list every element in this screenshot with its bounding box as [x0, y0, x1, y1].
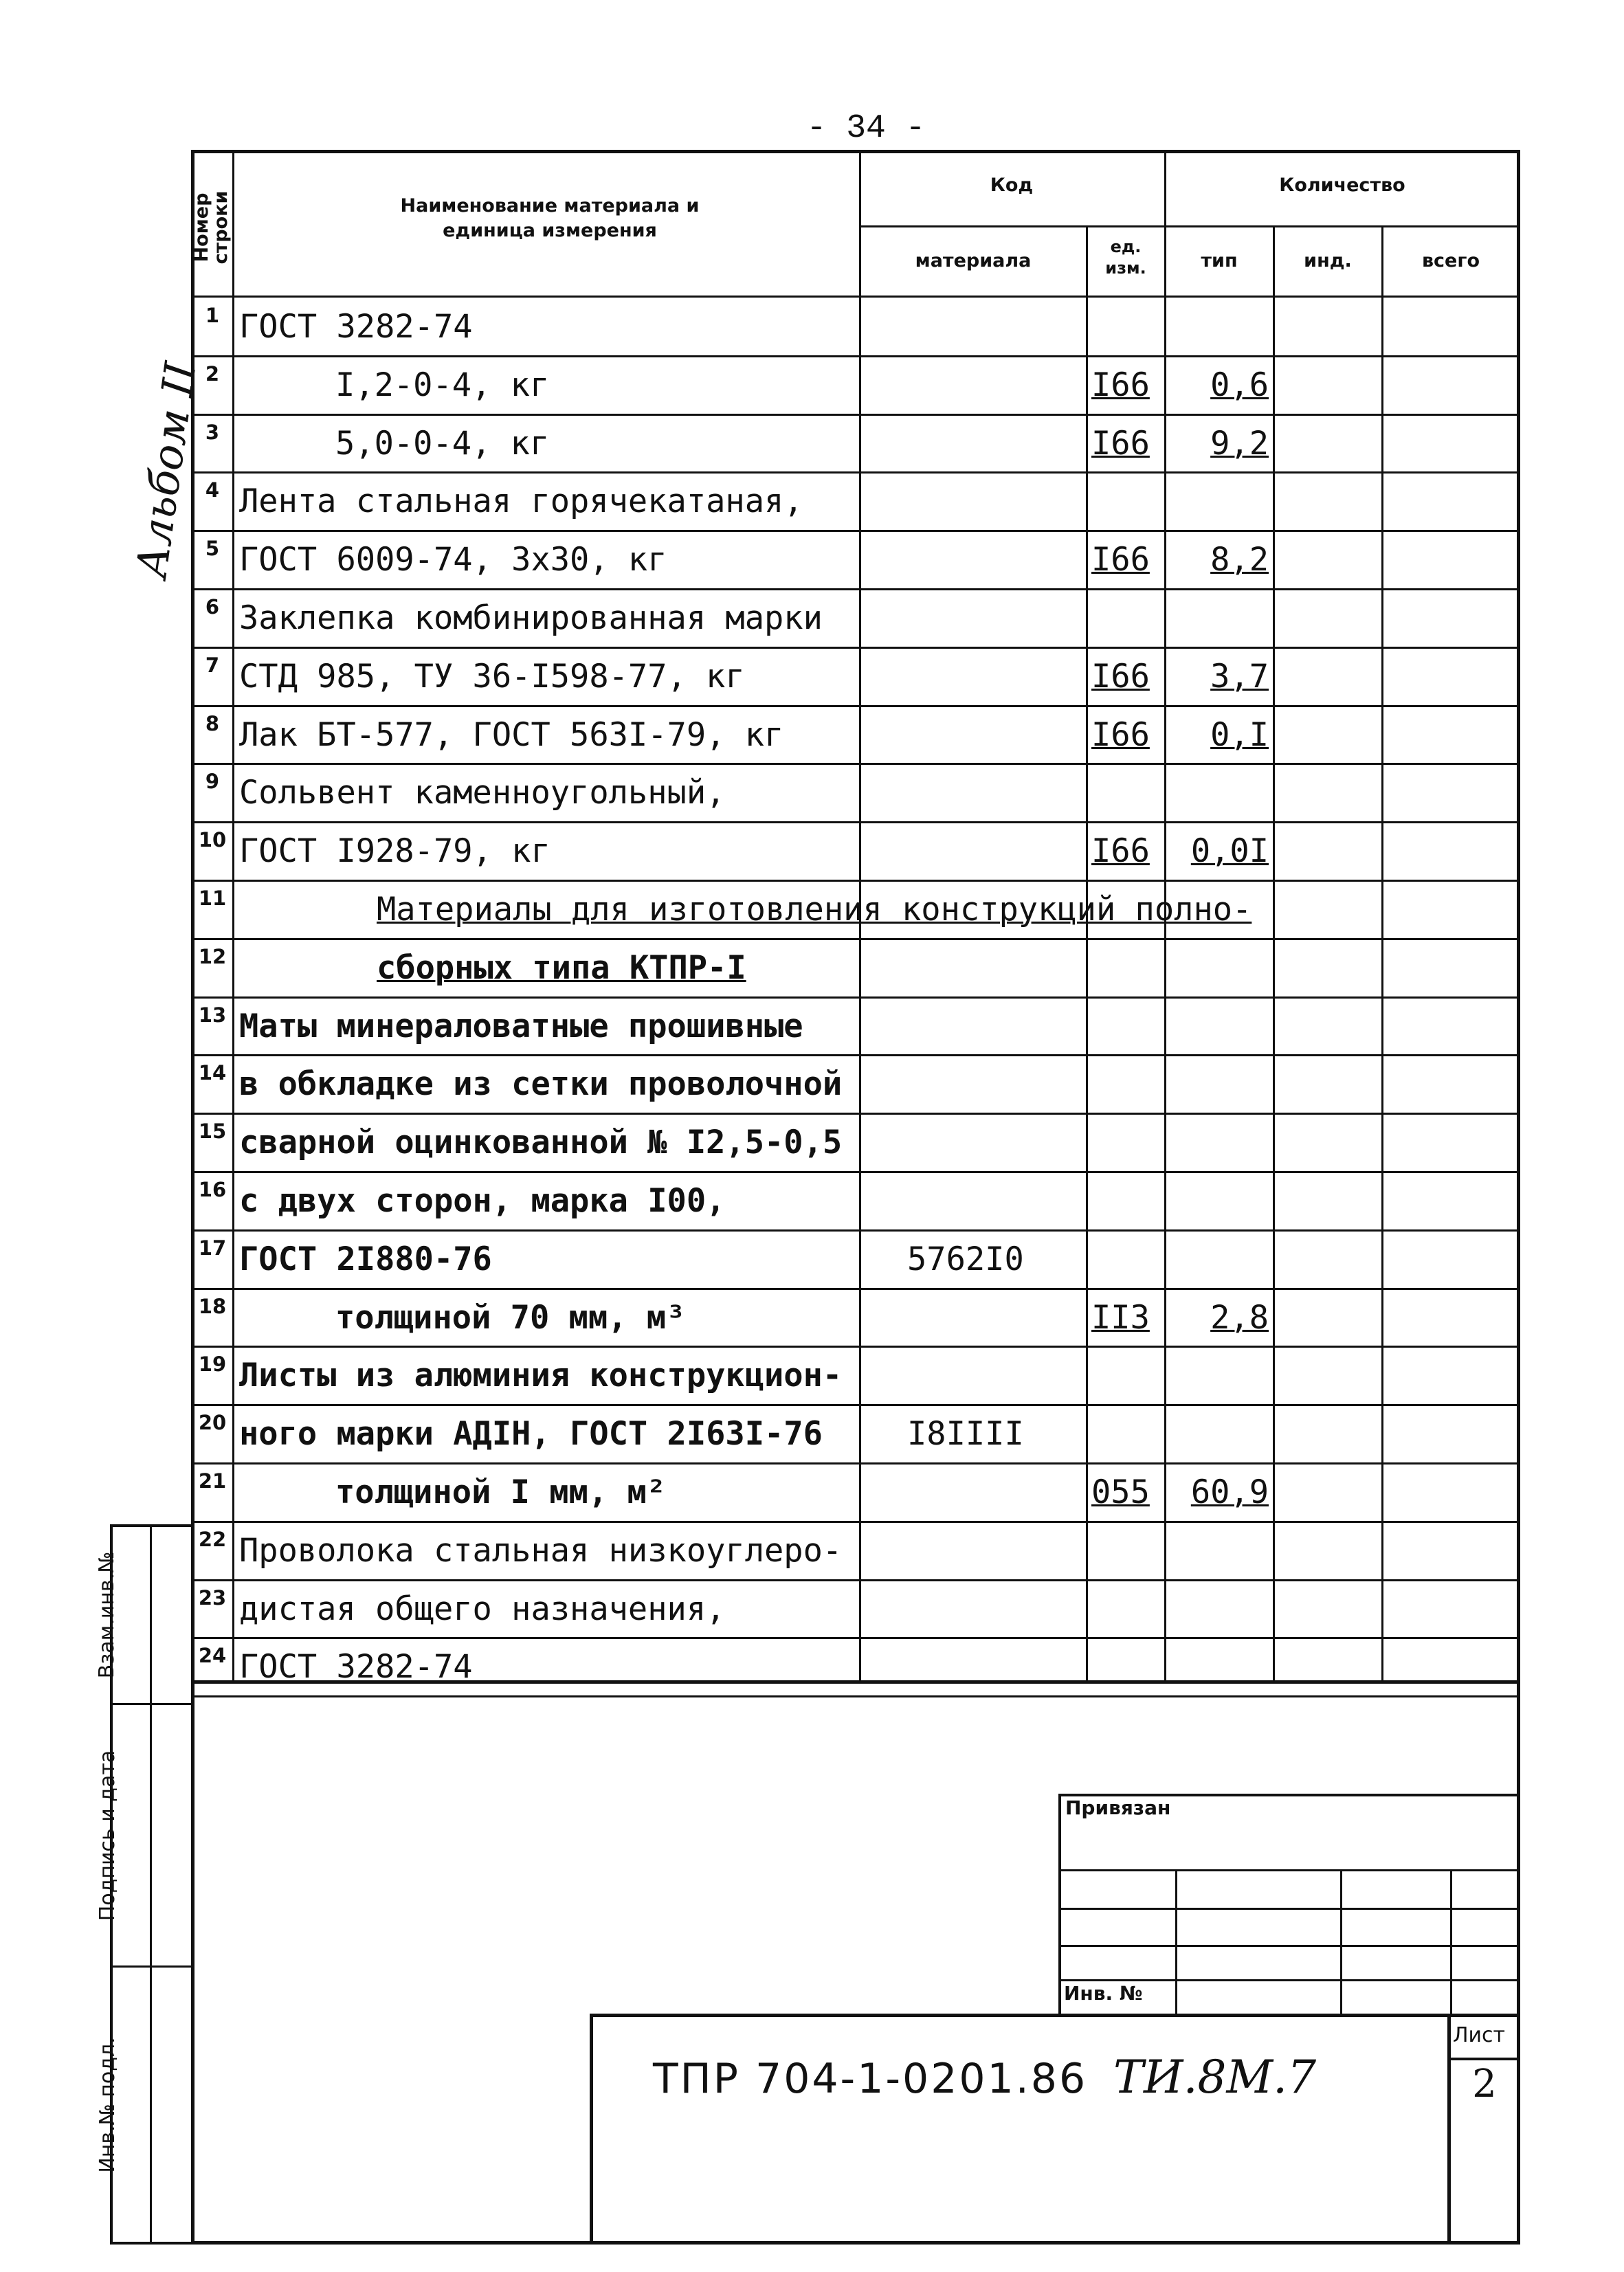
material-name: Материалы для изготовления конструкций полно-	[377, 891, 1252, 928]
inv-no-label: Инв. №	[1064, 1982, 1143, 2005]
row-number: 1	[205, 304, 220, 327]
material-name: Заклепка комбинированная марки	[239, 599, 823, 637]
material-name: Лента стальная горячекатаная,	[239, 482, 803, 521]
row-number: 11	[198, 887, 227, 910]
row-number: 7	[205, 653, 220, 677]
row-number: 21	[198, 1469, 227, 1493]
header-material: материала	[915, 250, 1032, 271]
label-vzam: Взам.инв.№	[95, 1551, 119, 1679]
row-number: 23	[198, 1585, 227, 1610]
document-designation: ТПР 704-1-0201.86	[653, 2055, 1088, 2103]
row-number: 5	[205, 537, 220, 561]
header-code: Код	[990, 175, 1034, 196]
row-number: 10	[198, 828, 227, 852]
unit-code: II3	[1091, 1298, 1150, 1337]
material-name: Листы из алюминия конструкцион-	[239, 1357, 843, 1395]
material-name: толщиной 70 мм, м³	[335, 1298, 686, 1337]
unit-code: I66	[1091, 832, 1150, 871]
header-type: тип	[1201, 250, 1238, 271]
row-number: 15	[198, 1120, 227, 1144]
row-number: 13	[198, 1003, 227, 1027]
material-name: ГОСТ 3282-74	[239, 308, 473, 346]
material-name: в обкладке из сетки проволочной	[239, 1065, 843, 1104]
quantity-type: 8,2	[1210, 541, 1269, 579]
material-name: I,2-0-4, кг	[335, 366, 550, 404]
row-number: 2	[205, 361, 220, 386]
material-name: сварной оцинкованной № I2,5-0,5	[239, 1124, 843, 1162]
material-name: сборных типа КТПР-I	[377, 948, 746, 987]
material-name: Сольвент каменноугольный,	[239, 774, 726, 812]
row-number: 20	[198, 1411, 227, 1435]
unit-code: I66	[1091, 657, 1150, 695]
material-name: ГОСТ 3282-74	[239, 1648, 473, 1686]
sheet-label: Лист	[1453, 2023, 1506, 2047]
row-number: 6	[205, 595, 220, 619]
sheet-number: 2	[1472, 2062, 1497, 2106]
row-number: 16	[198, 1178, 227, 1201]
material-name: Маты минераловатные прошивные	[239, 1007, 803, 1045]
row-number: 8	[205, 711, 220, 735]
row-number: 22	[198, 1527, 227, 1551]
title-block	[590, 2014, 1520, 2245]
material-name: ГОСТ I928-79, кг	[239, 832, 550, 871]
quantity-type: 0,0I	[1190, 832, 1269, 871]
material-name: СТД 985, ТУ 36-I598-77, кг	[239, 657, 745, 695]
row-number: 3	[205, 420, 220, 444]
material-name: с двух сторон, марка I00,	[239, 1182, 726, 1220]
header-name: Наименование материала и единица измерения	[400, 195, 700, 242]
material-name: ГОСТ 6009-74, 3x30, кг	[239, 541, 667, 579]
quantity-type: 0,6	[1210, 366, 1269, 404]
material-name: ГОСТ 2I880-76	[239, 1240, 492, 1278]
row-number: 24	[198, 1644, 227, 1668]
quantity-type: 60,9	[1190, 1473, 1269, 1511]
unit-code: 055	[1091, 1473, 1150, 1511]
material-name: 5,0-0-4, кг	[335, 424, 550, 463]
quantity-type: 3,7	[1210, 657, 1269, 695]
material-name: ного марки АДIН, ГОСТ 2I63I-76	[239, 1415, 823, 1454]
header-individual: инд.	[1304, 250, 1352, 271]
row-number: 4	[205, 478, 220, 502]
page-number: - 34 -	[806, 110, 926, 147]
unit-code: I66	[1091, 715, 1150, 754]
material-name: Лак БТ-577, ГОСТ 563I-79, кг	[239, 715, 784, 754]
material-name: Проволока стальная низкоуглеро-	[239, 1531, 843, 1570]
row-number: 19	[198, 1352, 227, 1377]
unit-code: I66	[1091, 366, 1150, 404]
row-number: 17	[198, 1236, 227, 1260]
margin-note: Альбом II	[126, 359, 206, 581]
handwritten-code: ТИ.8М.7	[1113, 2051, 1317, 2104]
row-number: 9	[205, 770, 220, 794]
header-unit: ед. изм.	[1105, 237, 1146, 278]
header-total: всего	[1421, 250, 1480, 271]
quantity-type: 0,I	[1210, 715, 1269, 754]
unit-code: I66	[1091, 424, 1150, 463]
label-inv-podl: Инв.№ подл.	[96, 2037, 120, 2173]
header-row-number: Номер строки	[191, 190, 232, 265]
material-name: дистая общего назначения,	[239, 1590, 726, 1628]
header-quantity: Количество	[1279, 175, 1405, 196]
quantity-type: 2,8	[1210, 1298, 1269, 1337]
row-number: 14	[198, 1061, 227, 1085]
quantity-type: 9,2	[1210, 424, 1269, 463]
material-code: 5762I0	[907, 1240, 1024, 1278]
binding-label: Привязан	[1065, 1796, 1171, 1819]
unit-code: I66	[1091, 541, 1150, 579]
material-name: толщиной I мм, м²	[335, 1473, 667, 1511]
row-number: 12	[198, 944, 227, 968]
material-code: I8IIII	[907, 1415, 1024, 1454]
row-number: 18	[198, 1294, 227, 1318]
label-signature-date: Подпись и дата	[96, 1750, 120, 1922]
